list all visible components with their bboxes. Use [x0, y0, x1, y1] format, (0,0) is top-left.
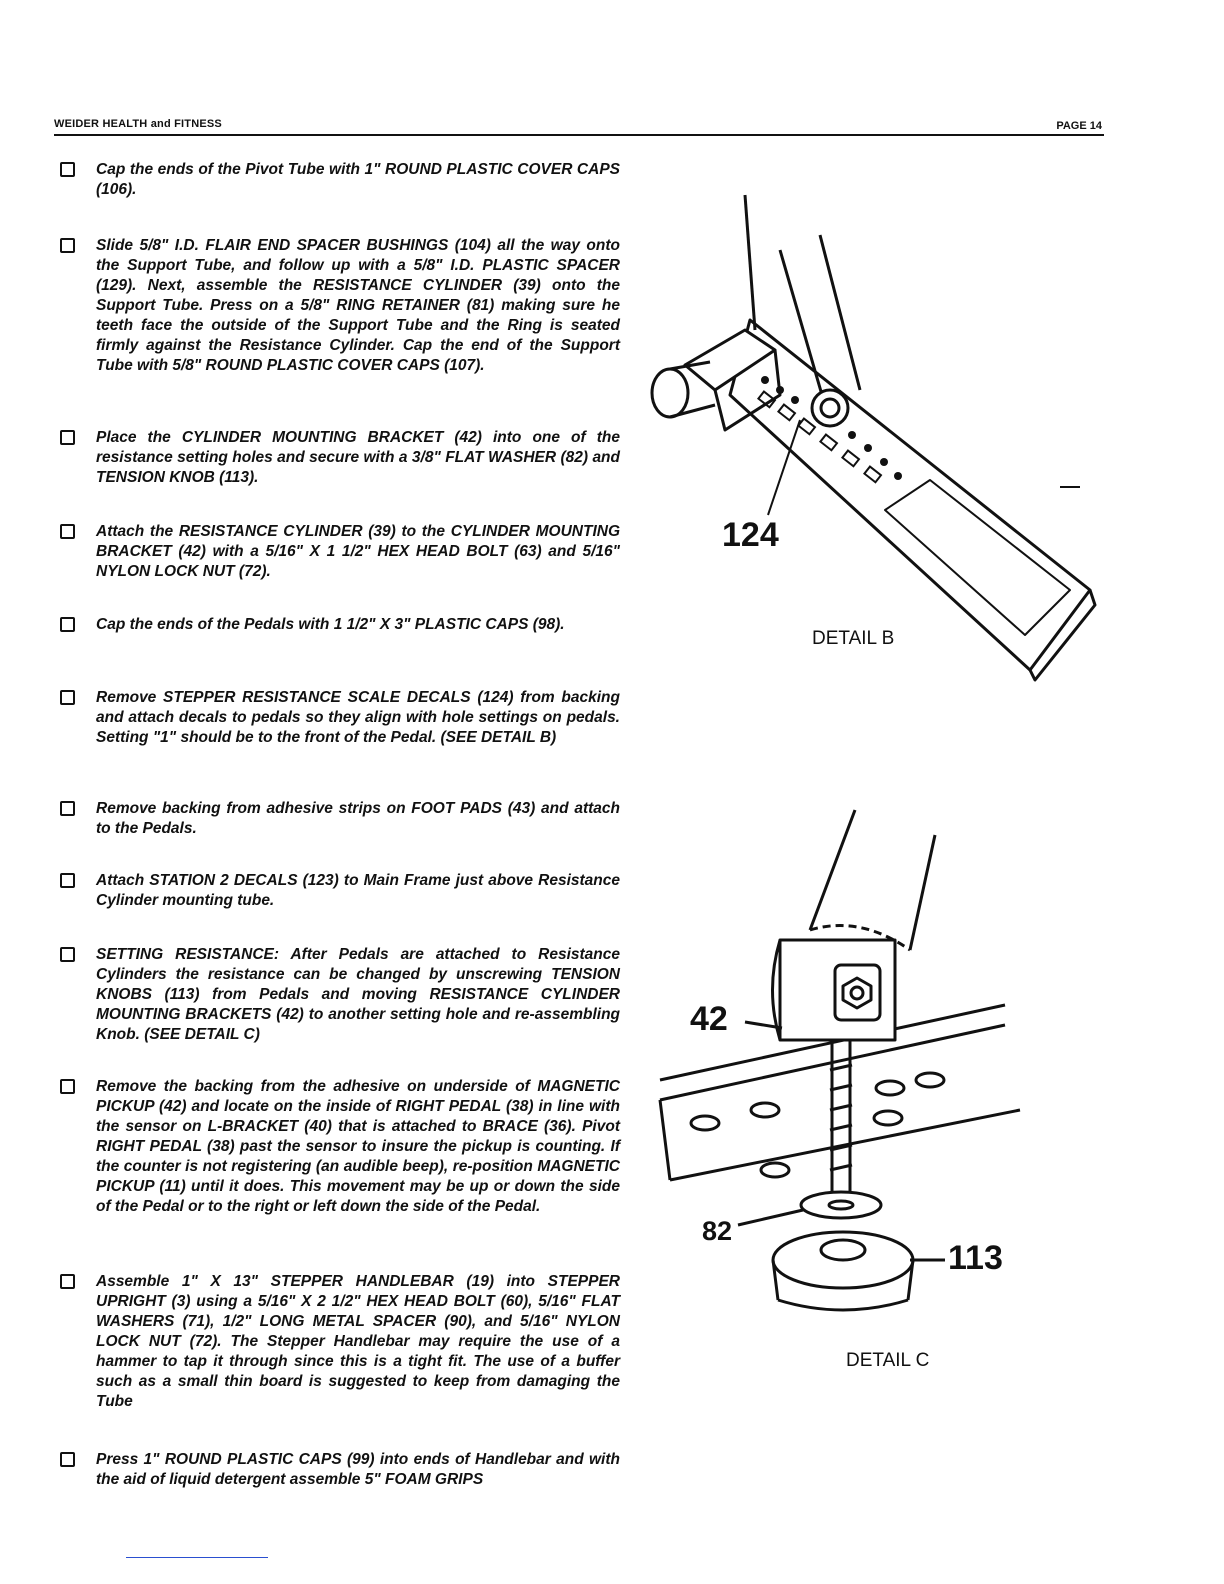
page-number: PAGE 14	[1056, 120, 1102, 132]
step-text: Assemble 1" X 13" STEPPER HANDLEBAR (19) into STEPPER UPRIGHT (3) using a 5/16" X 2 1/2" HEX HEAD BOLT (60), 5/16" FLAT WASHERS (71), 1/2" LONG METAL SPACER (90), and 5/16" NYLON LOCK NUT (72). The Stepper Handlebar may require the use of a hammer to tap it through since this is a tight fit. The use of a buffer such as a small thin board is suggested to keep from damaging the Tube	[96, 1273, 620, 1410]
detail-b-illustration	[630, 180, 1110, 680]
step-checkbox[interactable]	[60, 947, 75, 962]
step-checkbox[interactable]	[60, 690, 75, 705]
header-title: WEIDER HEALTH and FITNESS	[54, 118, 222, 130]
step-checkbox[interactable]	[60, 430, 75, 445]
step-text: SETTING RESISTANCE: After Pedals are attached to Resistance Cylinders the resistance can be changed by unscrewing TENSION KNOBS (113) from Pedals and moving RESISTANCE CYLINDER MOUNTING BRACKETS (42) to another setting hole and re-assembling Knob. (SEE DETAIL C)	[96, 946, 620, 1043]
step-text: Remove backing from adhesive strips on FOOT PADS (43) and attach to the Pedals.	[96, 800, 620, 837]
step-item	[60, 236, 620, 376]
step-text: Press 1" ROUND PLASTIC CAPS (99) into ends of Handlebar and with the aid of liquid detergent assemble 5" FOAM GRIPS	[96, 1451, 620, 1488]
step-checkbox[interactable]	[60, 801, 75, 816]
step-text: Cap the ends of the Pedals with 1 1/2" X 3" PLASTIC CAPS (98).	[96, 616, 565, 633]
step-item	[60, 160, 620, 200]
step-checkbox[interactable]	[60, 162, 75, 177]
step-checkbox[interactable]	[60, 1274, 75, 1289]
step-item	[60, 871, 620, 911]
step-text: Cap the ends of the Pivot Tube with 1" ROUND PLASTIC COVER CAPS (106).	[96, 161, 620, 198]
step-item	[60, 1077, 620, 1217]
detail-c-label-bracket: 42	[690, 1000, 728, 1038]
step-item	[60, 688, 620, 748]
step-text: Remove the backing from the adhesive on underside of MAGNETIC PICKUP (42) and locate on the inside of RIGHT PEDAL (38) in line with the sensor on L-BRACKET (40) that is attached to BRACE (36). Pivot RIGHT PEDAL (38) past the sensor to insure the pickup is counting. If the counter is not registering (an audible beep), re-position MAGNETIC PICKUP (11) until it does. This movement may be up or down the side of the Pedal or to the right or left down the side of the Pedal.	[96, 1078, 620, 1215]
detail-b-label: 124	[722, 516, 779, 554]
step-checkbox[interactable]	[60, 238, 75, 253]
step-item	[60, 615, 620, 635]
step-item	[60, 799, 620, 839]
step-text: Attach STATION 2 DECALS (123) to Main Frame just above Resistance Cylinder mounting tube.	[96, 872, 620, 909]
step-item	[60, 1272, 620, 1412]
step-text: Attach the RESISTANCE CYLINDER (39) to the CYLINDER MOUNTING BRACKET (42) with a 5/16" X 1 1/2" HEX HEAD BOLT (63) and 5/16" NYLON LOCK NUT (72).	[96, 523, 620, 580]
footer-rule	[126, 1557, 268, 1558]
step-checkbox[interactable]	[60, 873, 75, 888]
step-checkbox[interactable]	[60, 1079, 75, 1094]
step-text: Remove STEPPER RESISTANCE SCALE DECALS (124) from backing and attach decals to pedals so they align with hole settings on pedals. Setting "1" should be to the front of the Pedal. (SEE DETAIL B)	[96, 689, 620, 746]
step-item	[60, 428, 620, 488]
header-rule	[54, 134, 1104, 136]
detail-c-caption: DETAIL C	[846, 1350, 930, 1371]
step-checkbox[interactable]	[60, 617, 75, 632]
step-text: Place the CYLINDER MOUNTING BRACKET (42) into one of the resistance setting holes and secure with a 3/8" FLAT WASHER (82) and TENSION KNOB (113).	[96, 429, 620, 486]
detail-c-label-washer: 82	[702, 1216, 733, 1246]
step-item	[60, 945, 620, 1045]
step-item	[60, 522, 620, 582]
step-text: Slide 5/8" I.D. FLAIR END SPACER BUSHINGS (104) all the way onto the Support Tube, and follow up with a 5/8" I.D. PLASTIC SPACER (129). Next, assemble the RESISTANCE CYLINDER (39) onto the Support Tube. Press on a 5/8" RING RETAINER (81) making sure he teeth face the outside of the Support Tube and the Ring is seated firmly against the Resistance Cylinder. Cap the end of the Support Tube with 5/8" ROUND PLASTIC COVER CAPS (107).	[96, 237, 620, 374]
detail-c-illustration	[660, 800, 1080, 1340]
step-checkbox[interactable]	[60, 1452, 75, 1467]
detail-b-caption: DETAIL B	[812, 628, 895, 649]
step-item	[60, 1450, 620, 1490]
detail-c-label-knob: 113	[948, 1239, 1003, 1277]
step-checkbox[interactable]	[60, 524, 75, 539]
